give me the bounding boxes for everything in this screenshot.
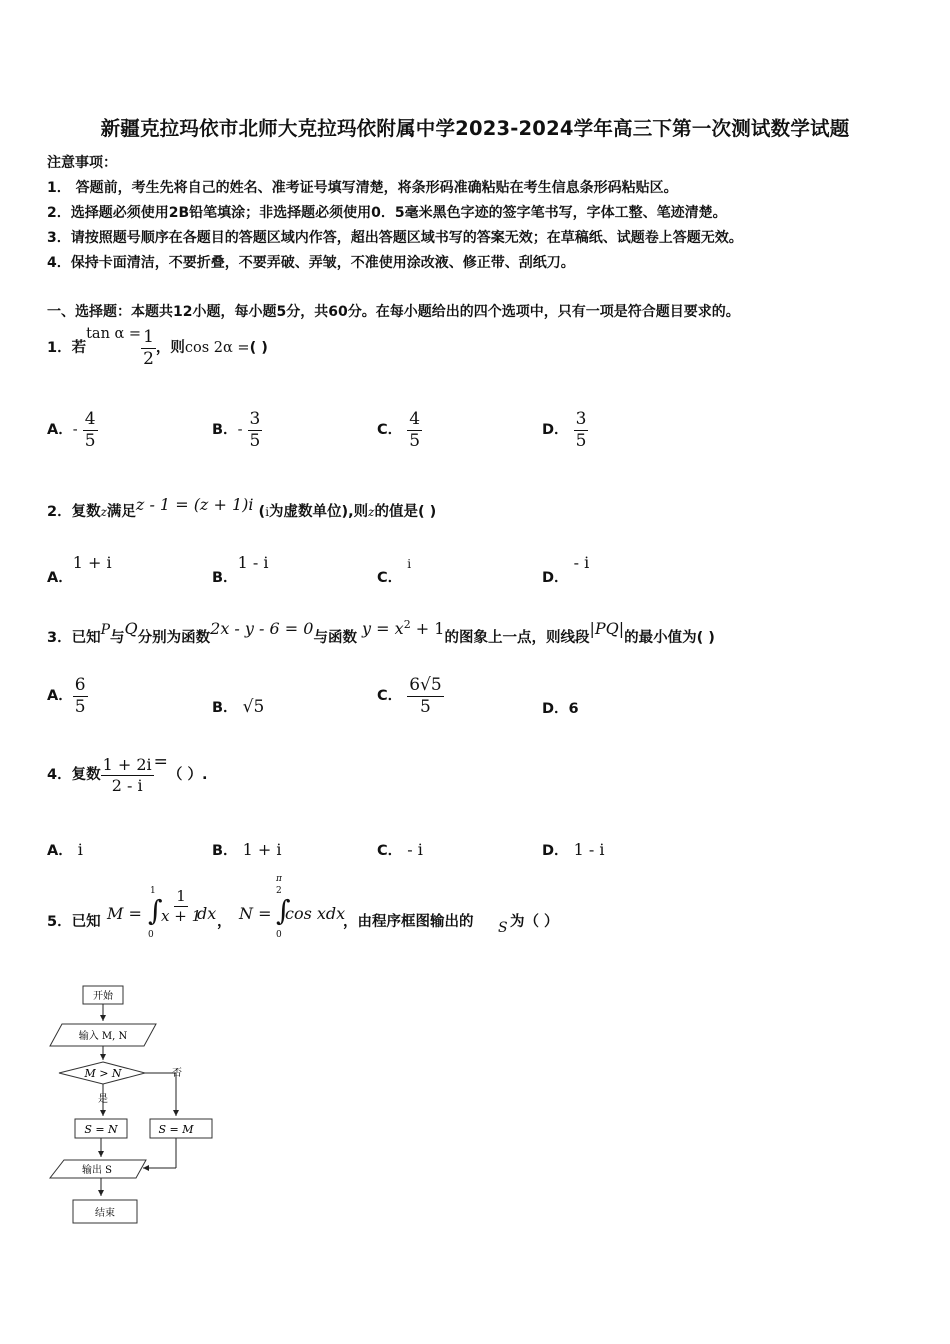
option-value: 1 + i xyxy=(72,553,112,572)
frac-num: 6 xyxy=(74,675,86,695)
q2-i: i xyxy=(265,505,270,519)
q5-int2-upper-den: 2 xyxy=(276,886,282,896)
option-sign: - xyxy=(237,422,243,439)
option-value: - i xyxy=(573,553,590,572)
q5-integral-sign: ∫ xyxy=(148,894,163,927)
section-heading: 一、选择题：本题共12小题，每小题5分，共60分。在每小题给出的四个选项中，只有一项是符合题目要求的。 xyxy=(47,304,740,320)
flow-decision-label: M > N xyxy=(84,1067,122,1080)
note-item: 1． 答题前，考生先将自己的姓名、准考证号填写清楚，将条形码准确粘贴在考生信息条形码粘贴区。 xyxy=(47,180,678,196)
q3-option-a[interactable] xyxy=(47,676,88,716)
q4-option-c[interactable] xyxy=(377,839,423,860)
frac-den: 5 xyxy=(84,430,96,451)
q1-number: 1．若 xyxy=(47,340,87,357)
q3-text: 的图象上一点，则线段 xyxy=(444,630,590,646)
frac-den: 5 xyxy=(249,430,261,451)
q2-option-a[interactable] xyxy=(47,552,112,586)
q3-option-b[interactable] xyxy=(212,696,264,717)
q2-number: 2．复数 xyxy=(47,504,101,520)
q4-equals: = xyxy=(153,752,168,773)
q1-mid: ，则 xyxy=(155,340,185,357)
option-label: C． xyxy=(377,422,403,439)
q3-text: 的最小值为( ) xyxy=(624,630,715,646)
flow-no-label: 否 xyxy=(172,1068,182,1079)
option-value: - i xyxy=(407,840,423,859)
q5-int-lower: 0 xyxy=(148,930,154,940)
option-label: C． xyxy=(377,688,403,705)
option-label: D． xyxy=(542,701,569,717)
q1-fraction xyxy=(141,328,156,368)
q5-int2-upper: π xyxy=(276,874,282,884)
q2-option-d[interactable] xyxy=(542,552,590,586)
q5-text: ，由程序框图输出的 xyxy=(343,914,474,930)
option-value: i xyxy=(77,840,83,859)
q1-frac-num: 1 xyxy=(143,327,154,347)
q3-segment: |PQ| xyxy=(589,619,625,638)
q3-number: 3．已知 xyxy=(47,630,101,646)
question-3 xyxy=(47,618,715,646)
note-item: 4．保持卡面清洁，不要折叠，不要弄破、弄皱，不准使用涂改液、修正带、刮纸刀。 xyxy=(47,255,575,271)
q3-function-2: y = x xyxy=(362,619,404,638)
option-value: i xyxy=(407,557,412,571)
option-fraction xyxy=(83,410,98,450)
q5-s: S xyxy=(498,920,508,936)
q5-number: 5．已知 xyxy=(47,914,101,930)
q3-function-2-tail: + 1 xyxy=(410,619,445,638)
q2-equation: z - 1 = (z + 1)i xyxy=(135,495,254,514)
question-1 xyxy=(47,328,268,368)
option-label: B． xyxy=(212,570,238,586)
q5-comma: ， xyxy=(217,914,232,930)
q2-text: 满足 xyxy=(106,504,136,520)
frac-den: 2 - i xyxy=(111,775,143,795)
frac-den: 5 xyxy=(420,696,431,717)
frac-num: 6√5 xyxy=(409,675,442,695)
option-label: B． xyxy=(212,700,238,716)
frac-den: 5 xyxy=(74,696,86,717)
question-4 xyxy=(47,752,208,795)
frac-den: 5 xyxy=(409,430,421,451)
q3-p: P xyxy=(100,622,111,638)
option-label: D． xyxy=(542,570,569,586)
q2-option-c[interactable] xyxy=(377,552,412,586)
frac-num: 1 xyxy=(176,887,186,905)
q2-text: 为虚数单位),则 xyxy=(269,504,369,520)
option-label: A． xyxy=(47,422,73,439)
q4-option-b[interactable] xyxy=(212,839,282,860)
flow-end-label: 结束 xyxy=(95,1208,115,1219)
q4-fraction xyxy=(101,756,154,794)
option-label: B． xyxy=(212,843,238,859)
flow-output-label: 输出 S xyxy=(81,1165,113,1176)
q4-tail: （ ）. xyxy=(167,767,208,784)
q1-expr: cos 2α = xyxy=(184,340,250,357)
option-fraction xyxy=(574,410,589,450)
q1-lhs: tan α = xyxy=(86,326,142,343)
frac-den: x + 1 xyxy=(161,906,202,925)
q1-option-d[interactable] xyxy=(542,410,588,450)
frac-den: 5 xyxy=(575,430,587,451)
q3-function-1: 2x - y - 6 = 0 xyxy=(210,619,314,638)
flow-start-label: 开始 xyxy=(93,991,113,1002)
frac-num: 4 xyxy=(84,409,96,429)
q3-text: 与函数 xyxy=(313,630,357,646)
q5-int2-lower: 0 xyxy=(276,930,282,940)
q5-m: M = xyxy=(107,904,142,923)
q3-text: 与 xyxy=(110,630,125,646)
q4-option-d[interactable] xyxy=(542,839,604,860)
q2-z: z xyxy=(368,505,375,519)
notes-heading: 注意事项： xyxy=(47,155,117,171)
option-label: D． xyxy=(542,422,569,439)
option-fraction xyxy=(407,676,443,716)
option-label: A． xyxy=(47,688,73,705)
q4-number: 4．复数 xyxy=(47,767,101,784)
option-label: D． xyxy=(542,843,569,859)
q3-q: Q xyxy=(124,619,138,638)
q3-option-c[interactable] xyxy=(377,676,444,716)
q2-z: z xyxy=(100,505,107,519)
q2-text: 的值是( ) xyxy=(374,504,437,520)
frac-num: 4 xyxy=(409,409,421,429)
q2-option-b[interactable] xyxy=(212,552,269,586)
flowchart xyxy=(45,978,225,1238)
option-value: 6 xyxy=(568,701,579,717)
option-fraction xyxy=(73,676,88,716)
frac-num: 1 + 2i xyxy=(102,755,152,774)
q1-tail: ( ) xyxy=(249,340,268,357)
frac-num: 3 xyxy=(575,409,587,429)
q1-option-b[interactable] xyxy=(212,410,262,450)
option-label: B． xyxy=(212,422,238,439)
page-title: 新疆克拉玛依市北师大克拉玛依附属中学2023-2024学年高三下第一次测试数学试题 xyxy=(100,117,850,140)
option-label: A． xyxy=(47,843,73,859)
q5-int-upper: 1 xyxy=(150,886,156,896)
option-label: C． xyxy=(377,843,403,859)
flow-assign-right-label: S = M xyxy=(158,1123,194,1136)
option-value: 1 + i xyxy=(242,840,282,859)
q5-n: N = xyxy=(239,904,272,923)
frac-num: 3 xyxy=(249,409,261,429)
question-2 xyxy=(47,495,437,521)
q5-dx: dx xyxy=(197,904,217,923)
flow-input-label: 输入 M, N xyxy=(78,1031,128,1042)
q3-exponent: 2 xyxy=(403,618,411,632)
option-label: C． xyxy=(377,570,403,586)
q1-option-a[interactable] xyxy=(47,410,98,450)
q1-frac-den: 2 xyxy=(143,348,154,369)
option-value: 1 - i xyxy=(573,840,605,859)
option-fraction xyxy=(248,410,263,450)
note-item: 3．请按照题号顺序在各题目的答题区域内作答，超出答题区域书写的答案无效；在草稿纸、试题卷上答题无效。 xyxy=(47,230,743,246)
q5-text: 为（ ） xyxy=(510,914,559,930)
q2-text: ( xyxy=(258,504,266,520)
q4-option-a[interactable] xyxy=(47,839,83,860)
option-value: 1 - i xyxy=(237,553,269,572)
option-sign: - xyxy=(72,422,78,439)
flow-yes-label: 是 xyxy=(98,1094,108,1105)
option-fraction xyxy=(407,410,422,450)
option-label: A． xyxy=(47,570,73,586)
q5-n-body: cos xdx xyxy=(285,904,346,923)
q1-option-c[interactable] xyxy=(377,410,422,450)
note-item: 2．选择题必须使用2B铅笔填涂；非选择题必须使用0．5毫米黑色字迹的签字笔书写，字体工整、笔迹清楚。 xyxy=(47,205,727,221)
q5-integral-sign-2: ∫ xyxy=(276,894,291,927)
option-value: √5 xyxy=(242,697,265,717)
q3-text: 分别为函数 xyxy=(137,630,211,646)
q3-option-d[interactable] xyxy=(542,697,579,718)
flow-assign-left-label: S = N xyxy=(84,1123,118,1136)
